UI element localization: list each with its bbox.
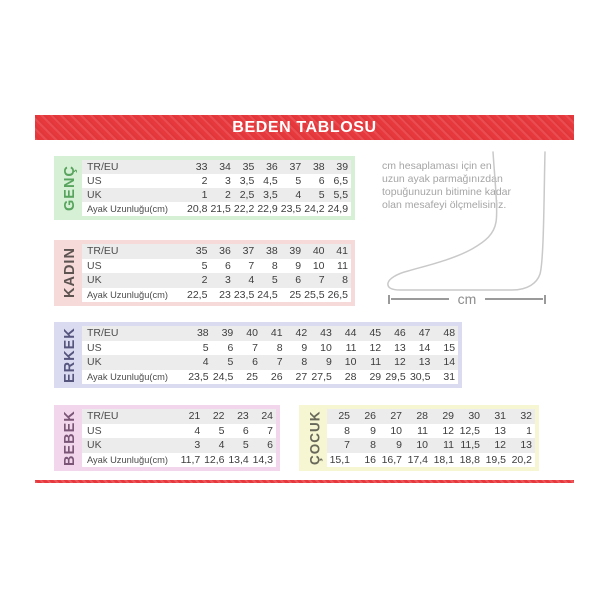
table-cell: 8 bbox=[271, 259, 278, 272]
table-cell: 13 bbox=[418, 356, 431, 369]
section-rows bbox=[82, 244, 351, 302]
row-label: US bbox=[87, 424, 102, 437]
table-cell: 1 bbox=[201, 189, 208, 201]
row-label: UK bbox=[87, 274, 102, 287]
table-cell: 4 bbox=[218, 439, 225, 452]
table-cell: 28 bbox=[416, 410, 428, 423]
table-cell: 37 bbox=[289, 161, 302, 173]
table-cell: 5 bbox=[227, 356, 234, 369]
table-cell: 9 bbox=[326, 356, 332, 369]
table-cell: 7 bbox=[276, 356, 283, 369]
table-row bbox=[82, 288, 351, 303]
table-cell: 7 bbox=[267, 424, 273, 437]
row-label: Ayak Uzunluğu(cm) bbox=[87, 204, 168, 214]
table-cell: 2 bbox=[201, 175, 208, 187]
table-cell: 6 bbox=[225, 259, 231, 272]
table-cell: 21,5 bbox=[210, 203, 231, 215]
measure-segment bbox=[391, 298, 449, 300]
table-cell: 6,5 bbox=[333, 175, 349, 187]
size-table-bebek bbox=[54, 405, 280, 471]
table-cell: 6 bbox=[318, 175, 325, 187]
table-cell: 38 bbox=[312, 161, 325, 173]
table-cell: 23,5 bbox=[188, 370, 209, 383]
table-cell: 5 bbox=[218, 424, 225, 437]
table-cell: 24,9 bbox=[327, 203, 349, 215]
table-row bbox=[82, 409, 276, 424]
table-cell: 19,5 bbox=[485, 453, 506, 466]
table-row bbox=[82, 273, 351, 288]
row-label: TR/EU bbox=[87, 161, 119, 173]
table-cell: 10 bbox=[312, 259, 325, 272]
row-label: US bbox=[87, 175, 102, 187]
table-cell: 13 bbox=[394, 341, 406, 354]
table-cell: 3,5 bbox=[263, 189, 278, 201]
table-cell: 22,2 bbox=[233, 203, 255, 215]
table-cell: 22,5 bbox=[187, 288, 208, 301]
table-cell: 41 bbox=[336, 245, 348, 258]
table-cell: 23,5 bbox=[233, 288, 255, 301]
section-rows bbox=[82, 409, 276, 467]
row-label: Ayak Uzunluğu(cm) bbox=[87, 289, 168, 300]
table-row bbox=[82, 355, 458, 370]
row-label: TR/EU bbox=[87, 327, 119, 340]
table-cell: 23 bbox=[237, 410, 249, 423]
row-label: Ayak Uzunluğu(cm) bbox=[87, 454, 168, 465]
table-cell: 29 bbox=[442, 410, 454, 423]
row-label: US bbox=[87, 341, 102, 354]
table-cell: 34 bbox=[219, 161, 231, 173]
title-banner bbox=[35, 115, 574, 140]
table-cell: 11 bbox=[337, 259, 348, 272]
table-cell: 26 bbox=[270, 370, 283, 383]
table-cell: 20,8 bbox=[187, 203, 208, 215]
table-row bbox=[327, 424, 535, 439]
table-cell: 17,4 bbox=[407, 453, 428, 466]
table-cell: 12,5 bbox=[459, 424, 480, 437]
table-cell: 9 bbox=[396, 439, 402, 452]
bottom-divider bbox=[35, 480, 574, 483]
table-cell: 27 bbox=[295, 370, 308, 383]
table-cell: 28 bbox=[344, 370, 357, 383]
table-cell: 12 bbox=[494, 439, 506, 452]
page-title: BEDEN TABLOSU bbox=[232, 118, 377, 136]
table-cell: 26 bbox=[364, 410, 376, 423]
table-cell: 13 bbox=[520, 439, 532, 452]
table-cell: 8 bbox=[370, 439, 376, 452]
table-cell: 38 bbox=[266, 245, 278, 258]
table-cell: 3 bbox=[225, 274, 231, 287]
table-cell: 27 bbox=[390, 410, 402, 423]
table-row bbox=[82, 438, 276, 453]
table-cell: 1 bbox=[526, 424, 532, 437]
table-row bbox=[82, 244, 351, 259]
table-cell: 10 bbox=[416, 439, 428, 452]
table-cell: 12,6 bbox=[204, 453, 225, 466]
table-row bbox=[82, 424, 276, 439]
table-row bbox=[327, 453, 535, 468]
table-cell: 35 bbox=[242, 161, 255, 173]
table-cell: 38 bbox=[196, 327, 209, 340]
section-label: GENÇ bbox=[62, 165, 78, 211]
section-label: KADIN bbox=[62, 247, 78, 299]
table-cell: 9 bbox=[301, 341, 308, 354]
row-label: UK bbox=[87, 189, 102, 201]
unit-label: cm bbox=[457, 291, 477, 307]
table-cell: 8 bbox=[276, 341, 283, 354]
table-row bbox=[327, 438, 535, 453]
table-cell: 11,5 bbox=[460, 439, 480, 452]
table-cell: 32 bbox=[520, 410, 532, 423]
table-cell: 31 bbox=[443, 370, 456, 383]
table-cell: 30 bbox=[468, 410, 480, 423]
table-cell: 40 bbox=[312, 245, 325, 258]
table-cell: 43 bbox=[320, 327, 332, 340]
table-cell: 2 bbox=[201, 274, 208, 287]
section-rows bbox=[327, 409, 535, 467]
table-cell: 23 bbox=[219, 288, 231, 301]
table-cell: 15,1 bbox=[329, 453, 350, 466]
table-row bbox=[82, 370, 458, 385]
table-cell: 18,8 bbox=[459, 453, 480, 466]
table-cell: 10 bbox=[320, 341, 332, 354]
measurement-instructions: cm hesaplaması için en uzun ayak parmağınızdan topuğunuzun bitimine kadar olan mesafeyi ölçmelisiniz. bbox=[382, 160, 512, 211]
table-cell: 11 bbox=[443, 439, 454, 452]
table-cell: 39 bbox=[289, 245, 302, 258]
table-cell: 7 bbox=[252, 341, 258, 354]
table-cell: 37 bbox=[242, 245, 255, 258]
section-label: BEBEK bbox=[62, 410, 78, 466]
table-cell: 7 bbox=[248, 259, 255, 272]
table-cell: 4,5 bbox=[263, 175, 278, 187]
table-cell: 11 bbox=[370, 356, 382, 369]
table-cell: 6 bbox=[267, 439, 273, 452]
section-label: ÇOCUK bbox=[307, 410, 323, 466]
table-cell: 21 bbox=[188, 410, 201, 423]
table-cell: 5 bbox=[201, 259, 208, 272]
table-cell: 5 bbox=[202, 341, 209, 354]
table-cell: 41 bbox=[270, 327, 283, 340]
table-cell: 6 bbox=[295, 274, 302, 287]
row-label: US bbox=[87, 259, 102, 272]
table-cell: 12 bbox=[394, 356, 406, 369]
table-cell: 10 bbox=[344, 356, 357, 369]
table-row bbox=[82, 453, 276, 468]
table-cell: 30,5 bbox=[409, 370, 431, 383]
measure-tick-right bbox=[544, 295, 546, 304]
table-cell: 47 bbox=[418, 327, 431, 340]
table-cell: 22,9 bbox=[257, 203, 278, 215]
section-rows bbox=[82, 160, 351, 216]
table-cell: 10 bbox=[390, 424, 402, 437]
table-cell: 8 bbox=[342, 274, 348, 287]
table-row bbox=[82, 174, 351, 188]
table-cell: 4 bbox=[248, 274, 255, 287]
foot-outline-icon bbox=[380, 150, 555, 293]
table-row bbox=[327, 409, 535, 424]
table-cell: 24,5 bbox=[257, 288, 278, 301]
row-label: TR/EU bbox=[87, 410, 119, 423]
table-cell: 6 bbox=[242, 424, 249, 437]
table-cell: 27,5 bbox=[311, 370, 332, 383]
table-cell: 25,5 bbox=[304, 288, 325, 301]
table-cell: 20,2 bbox=[511, 453, 532, 466]
table-row bbox=[82, 259, 351, 274]
table-cell: 36 bbox=[219, 245, 231, 258]
table-cell: 2 bbox=[225, 189, 231, 201]
table-cell: 31 bbox=[494, 410, 506, 423]
table-cell: 29 bbox=[369, 370, 382, 383]
table-cell: 22 bbox=[212, 410, 225, 423]
table-cell: 48 bbox=[443, 327, 456, 340]
table-row bbox=[82, 188, 351, 202]
table-cell: 6 bbox=[227, 341, 234, 354]
measure-tick-left bbox=[388, 295, 390, 304]
table-cell: 14,3 bbox=[252, 453, 273, 466]
table-cell: 23,5 bbox=[280, 203, 302, 215]
table-cell: 8 bbox=[301, 356, 308, 369]
table-cell: 15 bbox=[443, 341, 456, 354]
table-row bbox=[82, 202, 351, 216]
table-cell: 8 bbox=[344, 424, 350, 437]
table-cell: 3 bbox=[194, 439, 201, 452]
table-cell: 5,5 bbox=[333, 189, 349, 201]
table-cell: 3,5 bbox=[239, 175, 255, 187]
table-cell: 35 bbox=[195, 245, 208, 258]
size-table-cocuk bbox=[299, 405, 539, 471]
table-cell: 24,2 bbox=[304, 203, 325, 215]
row-label: UK bbox=[87, 356, 102, 369]
table-cell: 12 bbox=[442, 424, 454, 437]
table-cell: 16,7 bbox=[381, 453, 402, 466]
table-row bbox=[82, 326, 458, 341]
table-cell: 26,5 bbox=[327, 288, 348, 301]
size-table-kadin bbox=[54, 240, 355, 306]
table-cell: 18,1 bbox=[433, 453, 454, 466]
table-cell: 9 bbox=[370, 424, 376, 437]
table-cell: 39 bbox=[336, 161, 349, 173]
table-row bbox=[82, 160, 351, 174]
table-cell: 13,4 bbox=[228, 453, 249, 466]
table-cell: 9 bbox=[295, 259, 302, 272]
table-cell: 4 bbox=[202, 356, 209, 369]
table-cell: 14 bbox=[418, 341, 431, 354]
table-cell: 2,5 bbox=[239, 189, 255, 201]
table-cell: 24,5 bbox=[212, 370, 234, 383]
table-cell: 45 bbox=[369, 327, 382, 340]
table-cell: 11 bbox=[417, 424, 428, 437]
table-cell: 24 bbox=[261, 410, 273, 423]
row-label: Ayak Uzunluğu(cm) bbox=[87, 371, 168, 382]
table-cell: 25 bbox=[246, 370, 258, 383]
table-cell: 40 bbox=[246, 327, 258, 340]
table-cell: 4 bbox=[295, 189, 302, 201]
table-cell: 14 bbox=[443, 356, 456, 369]
table-cell: 5 bbox=[295, 175, 302, 187]
table-cell: 39 bbox=[221, 327, 234, 340]
table-cell: 7 bbox=[344, 439, 350, 452]
table-cell: 11 bbox=[345, 341, 357, 354]
row-label: UK bbox=[87, 439, 102, 452]
table-cell: 25 bbox=[289, 288, 302, 301]
table-cell: 5 bbox=[271, 274, 278, 287]
table-cell: 25 bbox=[338, 410, 350, 423]
table-cell: 11,7 bbox=[180, 453, 201, 466]
size-table-genc bbox=[54, 156, 355, 220]
table-cell: 5 bbox=[242, 439, 249, 452]
row-label: TR/EU bbox=[87, 245, 119, 258]
table-cell: 29,5 bbox=[385, 370, 406, 383]
table-cell: 7 bbox=[318, 274, 325, 287]
table-cell: 36 bbox=[266, 161, 278, 173]
section-label: ERKEK bbox=[62, 327, 78, 383]
measure-segment bbox=[485, 298, 543, 300]
size-table-erkek bbox=[54, 322, 462, 388]
table-cell: 44 bbox=[344, 327, 357, 340]
table-cell: 4 bbox=[194, 424, 201, 437]
table-cell: 42 bbox=[295, 327, 308, 340]
table-cell: 5 bbox=[318, 189, 325, 201]
table-cell: 16 bbox=[364, 453, 376, 466]
table-cell: 13 bbox=[494, 424, 506, 437]
table-cell: 3 bbox=[225, 175, 231, 187]
measure-line bbox=[388, 292, 546, 306]
table-cell: 12 bbox=[369, 341, 382, 354]
table-cell: 6 bbox=[252, 356, 258, 369]
section-rows bbox=[82, 326, 458, 384]
table-cell: 46 bbox=[394, 327, 406, 340]
table-row bbox=[82, 341, 458, 356]
table-cell: 33 bbox=[195, 161, 208, 173]
